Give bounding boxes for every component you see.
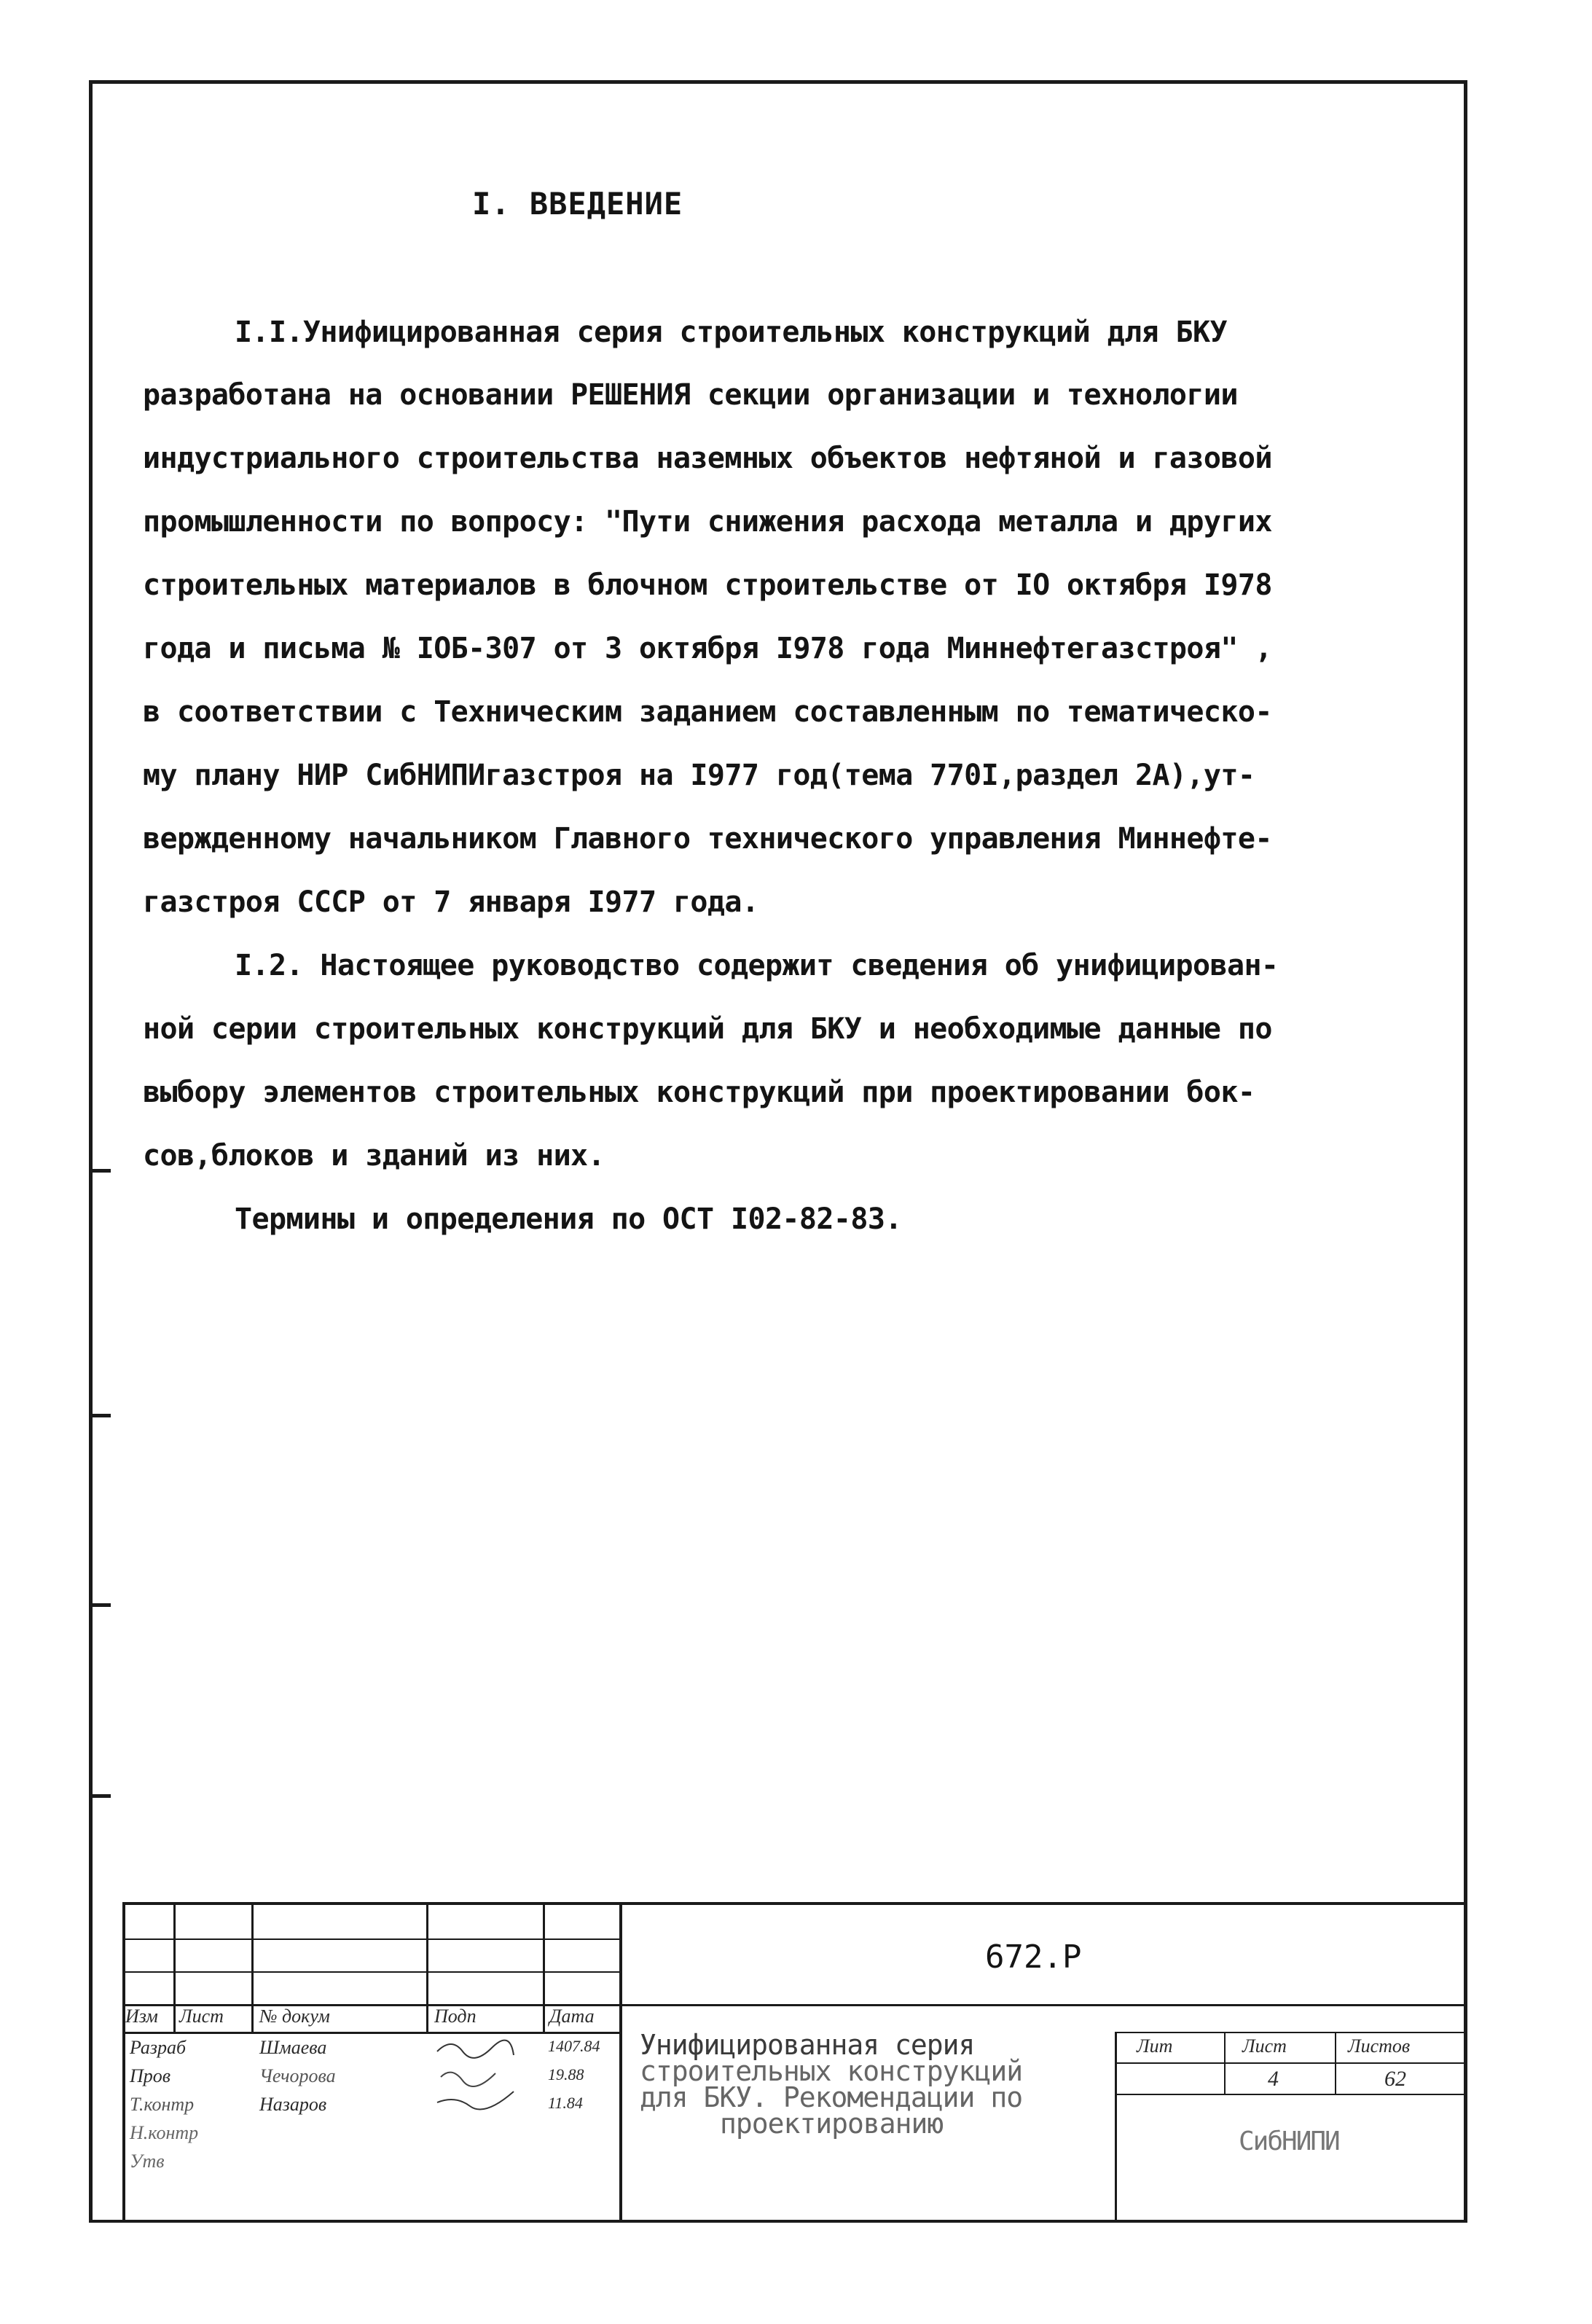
paragraph-1-line-4: промышленности по вопросу: "Пути снижения расхода металла и других <box>143 505 1272 539</box>
name-2: Чечорова <box>259 2065 336 2086</box>
header-list: Лист <box>179 2006 224 2027</box>
role-tkontr: Т.контр <box>130 2094 195 2115</box>
paragraph-1-line-2: разработана на основании РЕШЕНИЯ секции организации и технологии <box>143 378 1238 412</box>
paragraph-1-line-8: му плану НИР СибНИПИгазстроя на I977 год(тема 770I,раздел 2А),ут- <box>143 759 1255 792</box>
role-prov: Пров <box>130 2065 171 2086</box>
margin-tick <box>89 1414 111 1417</box>
role-nkontr: Н.контр <box>130 2122 199 2143</box>
role-utv: Утв <box>130 2151 165 2172</box>
date-3: 11.84 <box>548 2094 583 2112</box>
paragraph-2-line-1: I.2. Настоящее руководство содержит сведения об унифицирован- <box>235 949 1279 982</box>
paragraph-1-line-10: газстроя СССР от 7 января I977 года. <box>143 885 759 919</box>
paragraph-1-line-6: года и письма № IОБ-307 от 3 октября I978 года Миннефтегазстроя" , <box>143 632 1272 665</box>
date-2: 19.88 <box>548 2065 584 2084</box>
paragraph-2-line-2: ной серии строительных конструкций для БКУ и необходимые данные по <box>143 1012 1272 1046</box>
paragraph-3-line-1: Термины и определения по ОСТ I02-82-83. <box>235 1202 902 1236</box>
name-1: Шмаева <box>259 2037 327 2058</box>
label-list: Лист <box>1242 2035 1287 2057</box>
margin-tick <box>89 1169 111 1173</box>
paragraph-1-line-1: I.I.Унифицированная серия строительных конструкций для БКУ <box>235 316 1227 349</box>
header-data: Дата <box>549 2006 595 2027</box>
header-izm: Изм <box>125 2006 158 2027</box>
margin-tick <box>89 1794 111 1798</box>
sheet-number: 4 <box>1268 2067 1279 2091</box>
document-code: 672.Р <box>985 1938 1082 1976</box>
date-1: 1407.84 <box>548 2037 600 2055</box>
label-listov: Листов <box>1348 2035 1411 2057</box>
title-line-1: Унифицированная серия <box>640 2029 975 2061</box>
name-3: Назаров <box>259 2094 327 2115</box>
paragraph-1-line-3: индустриального строительства наземных объектов нефтяной и газовой <box>143 442 1272 475</box>
section-heading: I. ВВЕДЕНИЕ <box>472 186 683 222</box>
title-line-3: для БКУ. Рекомендации по <box>640 2081 1023 2113</box>
paragraph-2-line-4: сов,блоков и зданий из них. <box>143 1139 605 1173</box>
header-podp: Подп <box>434 2006 477 2027</box>
role-razrab: Разраб <box>130 2037 187 2058</box>
paragraph-1-line-5: строительных материалов в блочном строительстве от IO октября I978 <box>143 568 1272 602</box>
header-doc-no: № докум <box>259 2006 330 2027</box>
paragraph-1-line-9: вержденному начальником Главного технического управления Миннефте- <box>143 822 1272 856</box>
title-line-2: строительных конструкций <box>640 2055 1023 2087</box>
paragraph-2-line-3: выбору элементов строительных конструкций при проектировании бок- <box>143 1076 1255 1109</box>
sheets-total: 62 <box>1384 2067 1406 2091</box>
margin-tick <box>89 1603 111 1607</box>
signatures <box>430 2033 546 2135</box>
document-title <box>640 2029 1023 2140</box>
organization: СибНИПИ <box>1239 2127 1339 2156</box>
paragraph-1-line-7: в соответствии с Техническим заданием составленным по тематическо- <box>143 695 1272 729</box>
title-line-4: проектированию <box>720 2108 944 2140</box>
label-lit: Лит <box>1137 2035 1173 2057</box>
